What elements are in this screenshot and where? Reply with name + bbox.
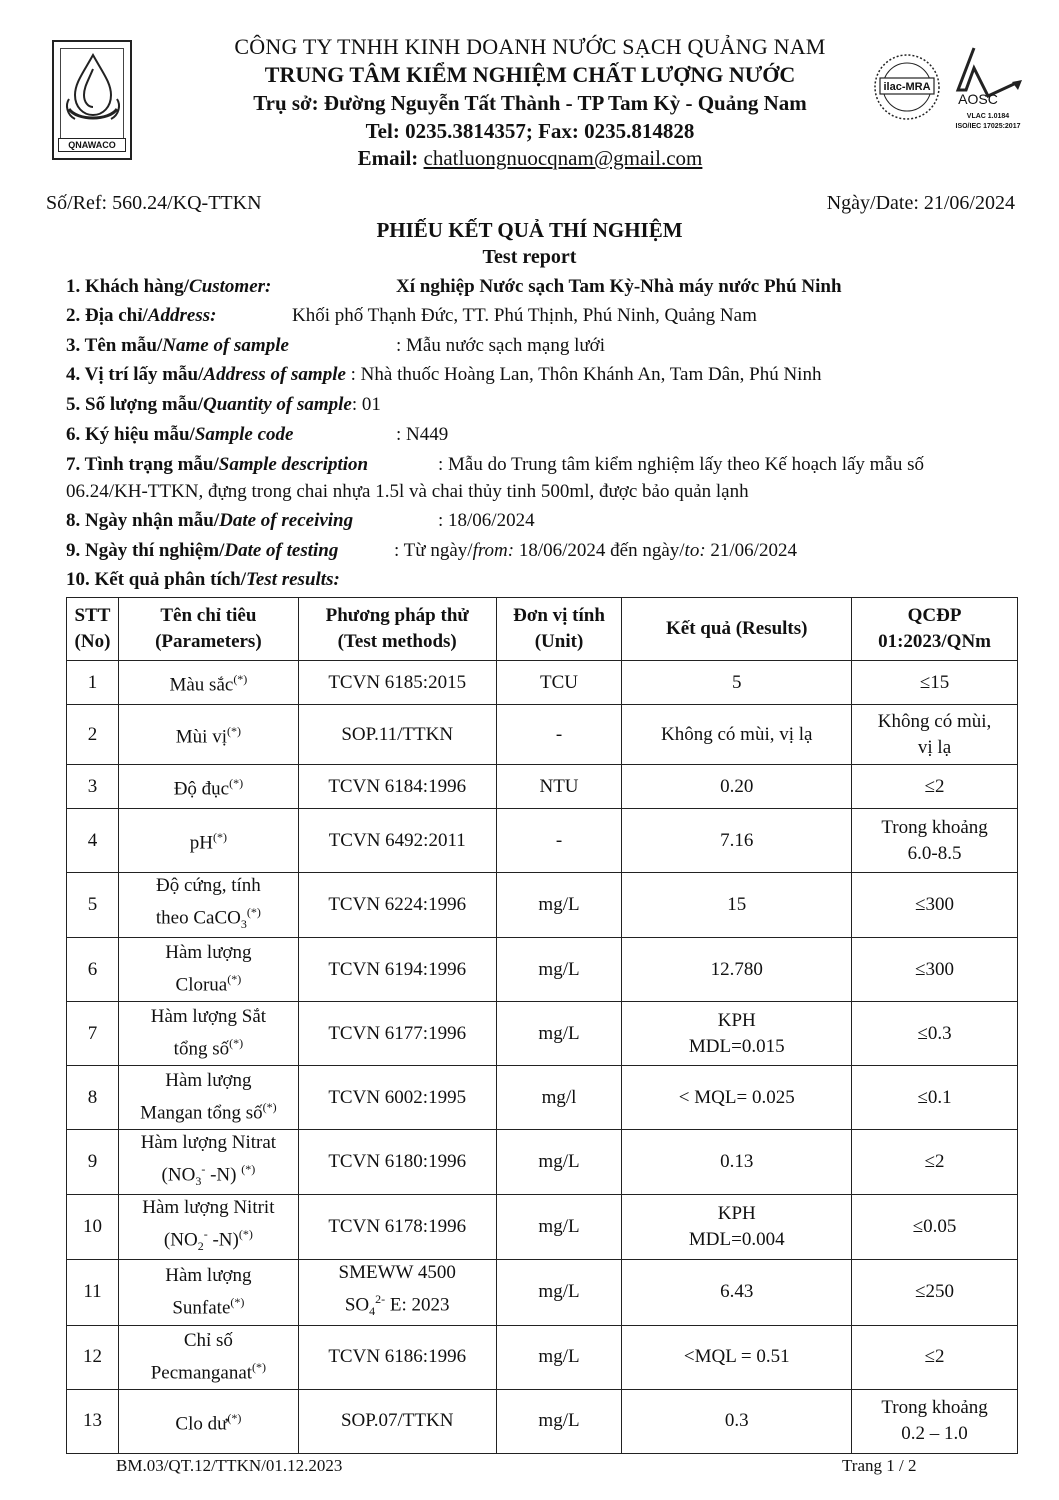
cell-result: 5 bbox=[622, 661, 852, 705]
results-table bbox=[66, 597, 1018, 1454]
report-date: Ngày/Date: 21/06/2024 bbox=[826, 192, 1015, 214]
cell-unit: mg/L bbox=[496, 938, 622, 1002]
accredited-mark: (*) bbox=[229, 1036, 244, 1051]
cell-method: TCVN 6002:1995 bbox=[298, 1066, 496, 1130]
logo-frame bbox=[60, 48, 124, 152]
header-results: Kết quả (Results) bbox=[622, 598, 852, 661]
table-row bbox=[67, 705, 1018, 765]
cell-parameter: Hàm lượng Nitrat ($NO_3^-$ -N) (*) bbox=[118, 1130, 298, 1195]
customer-value: Xí nghiệp Nước sạch Tam Kỳ-Nhà máy nước Phú Ninh bbox=[396, 276, 842, 297]
cell-standard: Trong khoảng 6.0-8.5 bbox=[852, 809, 1018, 873]
cell-unit: mg/l bbox=[496, 1066, 622, 1130]
cell-standard: ≤2 bbox=[852, 1325, 1018, 1389]
cell-parameter: Hàm lượng Nitrit ($NO_2^-$ -N)(*) bbox=[118, 1195, 298, 1260]
aosc-vlac: VLAC 1.0184 bbox=[966, 113, 1010, 120]
sample-location-line bbox=[66, 364, 821, 386]
table-row bbox=[67, 1195, 1018, 1260]
cell-no: 7 bbox=[67, 1002, 119, 1066]
cell-no: 11 bbox=[67, 1260, 119, 1325]
test-results-label-en: Test results: bbox=[246, 569, 340, 590]
table-row bbox=[67, 1325, 1018, 1389]
cell-parameter: Màu sắc(*) bbox=[118, 661, 298, 705]
accredited-mark: (*) bbox=[233, 672, 248, 687]
table-row bbox=[67, 873, 1018, 938]
accredited-mark: (*) bbox=[213, 830, 227, 845]
testing-date-value: : Từ ngày/from: 18/06/2024 đến ngày/to: 21/06/2024 bbox=[394, 540, 797, 561]
page-number: Trang 1 / 2 bbox=[842, 1456, 917, 1475]
address-line bbox=[66, 305, 757, 327]
cell-method: TCVN 6177:1996 bbox=[298, 1002, 496, 1066]
header-parameters: Tên chỉ tiêu (Parameters) bbox=[118, 598, 298, 661]
sample-description-line bbox=[66, 454, 925, 476]
cell-method: SOP.07/TTKN bbox=[298, 1389, 496, 1453]
aosc-logo bbox=[952, 44, 1032, 134]
testing-date-line bbox=[66, 540, 797, 562]
accredited-mark: (*) bbox=[252, 1359, 267, 1374]
testing-date-label-en: Date of testing bbox=[224, 540, 339, 561]
cell-parameter: Độ cứng, tính theo CaCO$_3$(*) bbox=[118, 873, 298, 938]
header-test-methods: Phương pháp thử (Test methods) bbox=[298, 598, 496, 661]
table-row bbox=[67, 1260, 1018, 1325]
cell-result: 6.43 bbox=[622, 1260, 852, 1325]
cell-standard: Không có mùi, vị lạ bbox=[852, 705, 1018, 765]
table-header-row bbox=[67, 598, 1018, 661]
company-name: CÔNG TY TNHH KINH DOANH NƯỚC SẠCH QUẢNG NAM bbox=[234, 34, 826, 59]
cell-unit: mg/L bbox=[496, 1130, 622, 1195]
cell-standard: ≤0.1 bbox=[852, 1066, 1018, 1130]
report-title-vi: PHIẾU KẾT QUẢ THÍ NGHIỆM bbox=[376, 218, 683, 242]
test-results-label: 10. Kết quả phân tích/ bbox=[66, 569, 247, 590]
accredited-mark: (*) bbox=[230, 1295, 245, 1310]
address-value: Khối phố Thạnh Đức, TT. Phú Thịnh, Phú Ninh, Quảng Nam bbox=[292, 305, 757, 326]
customer-line bbox=[66, 276, 842, 298]
table-row bbox=[67, 938, 1018, 1002]
cell-unit: mg/L bbox=[496, 1195, 622, 1260]
cell-method: TCVN 6224:1996 bbox=[298, 873, 496, 938]
accredited-mark: (*) bbox=[226, 724, 241, 739]
cell-no: 3 bbox=[67, 765, 119, 809]
sample-description-value-2: 06.24/KH-TTKN, đựng trong chai nhựa 1.5l và chai thủy tinh 500ml, được bảo quản lạnh bbox=[66, 481, 749, 502]
accredited-mark: (*) bbox=[262, 1100, 277, 1115]
sample-description-label: 7. Tình trạng mẫu/ bbox=[66, 454, 219, 475]
ilac-label: ilac-MRA bbox=[883, 81, 931, 93]
cell-parameter: Hàm lượng Sunfate(*) bbox=[118, 1260, 298, 1325]
cell-standard: ≤300 bbox=[852, 873, 1018, 938]
email-link[interactable]: chatluongnuocqnam@gmail.com bbox=[423, 146, 703, 170]
cell-unit: NTU bbox=[496, 765, 622, 809]
cell-standard: ≤0.05 bbox=[852, 1195, 1018, 1260]
cell-method: TCVN 6186:1996 bbox=[298, 1325, 496, 1389]
email-line bbox=[150, 146, 910, 171]
sample-code-label-en: Sample code bbox=[194, 424, 294, 445]
cell-result: 15 bbox=[622, 873, 852, 938]
sample-code-value: : N449 bbox=[396, 424, 449, 445]
accredited-mark: (*) bbox=[227, 1410, 242, 1425]
head-office-address: Trụ sở: Đường Nguyễn Tất Thành - TP Tam Kỳ - Quảng Nam bbox=[253, 91, 807, 115]
table-row bbox=[67, 809, 1018, 873]
cell-standard: ≤300 bbox=[852, 938, 1018, 1002]
table-row bbox=[67, 765, 1018, 809]
cell-result: 0.13 bbox=[622, 1130, 852, 1195]
cell-parameter: Chỉ số Pecmanganat(*) bbox=[118, 1325, 298, 1389]
table-row bbox=[67, 1066, 1018, 1130]
logo-text: QNAWACO bbox=[58, 138, 126, 152]
cell-standard: ≤250 bbox=[852, 1260, 1018, 1325]
cell-parameter: Hàm lượng Clorua(*) bbox=[118, 938, 298, 1002]
cell-unit: mg/L bbox=[496, 873, 622, 938]
table-row bbox=[67, 1002, 1018, 1066]
cell-no: 13 bbox=[67, 1389, 119, 1453]
receiving-date-line bbox=[66, 510, 535, 532]
sample-code-label: 6. Ký hiệu mẫu/ bbox=[66, 424, 195, 445]
cell-standard: ≤15 bbox=[852, 661, 1018, 705]
cell-method: TCVN 6178:1996 bbox=[298, 1195, 496, 1260]
quantity-label-en: Quantity of sample bbox=[203, 394, 352, 415]
report-title-en: Test report bbox=[482, 246, 577, 268]
table-row bbox=[67, 1130, 1018, 1195]
cell-method: TCVN 6194:1996 bbox=[298, 938, 496, 1002]
aosc-mark-icon bbox=[952, 44, 1032, 134]
cell-parameter: pH(*) bbox=[118, 809, 298, 873]
table-row bbox=[67, 661, 1018, 705]
cell-method: TCVN 6184:1996 bbox=[298, 765, 496, 809]
qnawaco-logo bbox=[52, 40, 132, 160]
receiving-date-label: 8. Ngày nhận mẫu/ bbox=[66, 510, 220, 531]
cell-unit: TCU bbox=[496, 661, 622, 705]
cell-no: 4 bbox=[67, 809, 119, 873]
table-row bbox=[67, 1389, 1018, 1453]
sample-name-line bbox=[66, 335, 606, 357]
sample-name-label: 3. Tên mẫu/ bbox=[66, 335, 163, 356]
quantity-line bbox=[66, 394, 381, 416]
quantity-label: 5. Số lượng mẫu/ bbox=[66, 394, 204, 415]
header-stt: STT (No) bbox=[67, 598, 119, 661]
cell-parameter: Hàm lượng Sắt tổng số(*) bbox=[118, 1002, 298, 1066]
header-standard: QCĐP 01:2023/QNm bbox=[852, 598, 1018, 661]
cell-method: TCVN 6185:2015 bbox=[298, 661, 496, 705]
sample-code-line bbox=[66, 424, 449, 446]
cell-no: 5 bbox=[67, 873, 119, 938]
cell-standard: ≤0.3 bbox=[852, 1002, 1018, 1066]
customer-label-en: Customer: bbox=[189, 276, 272, 297]
cell-unit: mg/L bbox=[496, 1260, 622, 1325]
cell-unit: - bbox=[496, 809, 622, 873]
cell-no: 12 bbox=[67, 1325, 119, 1389]
testing-date-label: 9. Ngày thí nghiệm/ bbox=[66, 540, 225, 561]
customer-label: 1. Khách hàng/ bbox=[66, 276, 190, 297]
sample-location-value: : Nhà thuốc Hoàng Lan, Thôn Khánh An, Tam Dân, Phú Ninh bbox=[350, 364, 822, 385]
cell-result: KPH MDL=0.015 bbox=[622, 1002, 852, 1066]
cell-no: 6 bbox=[67, 938, 119, 1002]
cell-no: 10 bbox=[67, 1195, 119, 1260]
cell-method: TCVN 6492:2011 bbox=[298, 809, 496, 873]
cell-parameter: Clo dư(*) bbox=[118, 1389, 298, 1453]
aosc-iso: ISO/IEC 17025:2017 bbox=[955, 123, 1021, 130]
cell-standard: ≤2 bbox=[852, 765, 1018, 809]
cell-method: SOP.11/TTKN bbox=[298, 705, 496, 765]
cell-no: 2 bbox=[67, 705, 119, 765]
cell-result: < MQL= 0.025 bbox=[622, 1066, 852, 1130]
sample-location-label: 4. Vị trí lấy mẫu/ bbox=[66, 364, 204, 385]
accredited-mark: (*) bbox=[246, 905, 261, 919]
header-unit: Đơn vị tính (Unit) bbox=[496, 598, 622, 661]
cell-no: 8 bbox=[67, 1066, 119, 1130]
cell-no: 9 bbox=[67, 1130, 119, 1195]
test-results-line bbox=[66, 569, 340, 591]
tel-fax: Tel: 0235.3814357; Fax: 0235.814828 bbox=[365, 119, 695, 143]
cell-parameter: Mùi vị(*) bbox=[118, 705, 298, 765]
sample-name-value: : Mẫu nước sạch mạng lưới bbox=[396, 335, 606, 356]
cell-unit: mg/L bbox=[496, 1325, 622, 1389]
sample-description-label-en: Sample description bbox=[218, 454, 369, 475]
cell-standard: Trong khoảng 0.2 – 1.0 bbox=[852, 1389, 1018, 1453]
cell-result: 0.3 bbox=[622, 1389, 852, 1453]
form-code: BM.03/QT.12/TTKN/01.12.2023 bbox=[116, 1456, 343, 1475]
accredited-mark: (*) bbox=[229, 776, 244, 791]
accredited-mark: (*) bbox=[241, 1162, 256, 1177]
ilac-mra-logo bbox=[872, 52, 942, 122]
cell-result: <MQL = 0.51 bbox=[622, 1325, 852, 1389]
cell-result: 12.780 bbox=[622, 938, 852, 1002]
accredited-mark: (*) bbox=[238, 1227, 253, 1242]
address-label: 2. Địa chỉ/ bbox=[66, 305, 148, 326]
cell-unit: mg/L bbox=[496, 1002, 622, 1066]
cell-no: 1 bbox=[67, 661, 119, 705]
cell-unit: mg/L bbox=[496, 1389, 622, 1453]
sample-location-label-en: Address of sample bbox=[203, 364, 346, 385]
cell-result: 7.16 bbox=[622, 809, 852, 873]
cell-result: Không có mùi, vị lạ bbox=[622, 705, 852, 765]
receiving-date-value: : 18/06/2024 bbox=[438, 510, 535, 531]
sample-name-label-en: Name of sample bbox=[162, 335, 289, 356]
cell-result: KPH MDL=0.004 bbox=[622, 1195, 852, 1260]
email-label: Email: bbox=[357, 146, 419, 170]
ilac-seal-icon bbox=[872, 52, 942, 122]
cell-result: 0.20 bbox=[622, 765, 852, 809]
quantity-value: : 01 bbox=[351, 394, 381, 415]
receiving-date-label-en: Date of receiving bbox=[219, 510, 354, 531]
reference-number: Số/Ref: 560.24/KQ-TTKN bbox=[46, 192, 262, 214]
cell-unit: - bbox=[496, 705, 622, 765]
sample-description-value-1: : Mẫu do Trung tâm kiểm nghiệm lấy theo Kế hoạch lấy mẫu số bbox=[438, 454, 925, 475]
cell-standard: ≤2 bbox=[852, 1130, 1018, 1195]
cell-method: SMEWW 4500 $SO_4^{2-}$ E: 2023 bbox=[298, 1260, 496, 1325]
cell-parameter: Hàm lượng Mangan tổng số(*) bbox=[118, 1066, 298, 1130]
cell-parameter: Độ đục(*) bbox=[118, 765, 298, 809]
aosc-label: AOSC bbox=[958, 91, 998, 107]
water-drop-icon bbox=[61, 49, 125, 129]
center-name: TRUNG TÂM KIỂM NGHIỆM CHẤT LƯỢNG NƯỚC bbox=[264, 62, 796, 87]
accredited-mark: (*) bbox=[227, 972, 242, 987]
cell-method: TCVN 6180:1996 bbox=[298, 1130, 496, 1195]
address-label-en: Address: bbox=[147, 305, 217, 326]
